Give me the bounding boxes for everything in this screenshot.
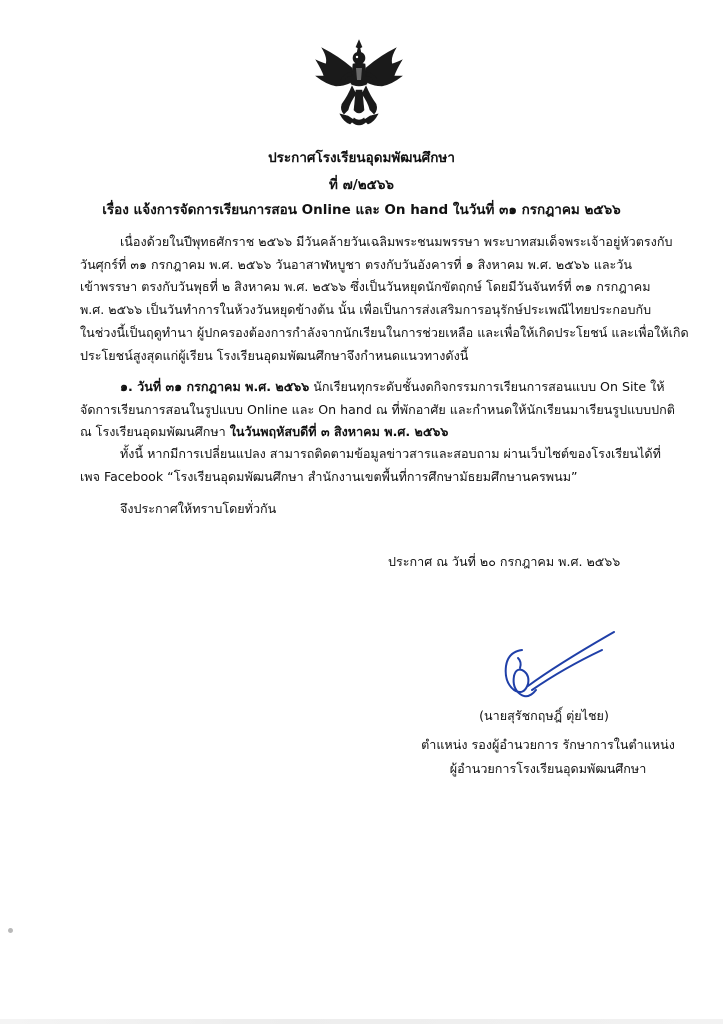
paragraph-line: เข้าพรรษา ตรงกับวันพุธที่ ๒ สิงหาคม พ.ศ. ๒๕๖๖ ซึ่งเป็นวันหยุดนักขัตฤกษ์ โดยมีวันจันทร์ที่ ๓๑ กรกฎาคม (80, 279, 651, 295)
paragraph-line: ในช่วงนี้เป็นฤดูทำนา ผู้ปกครองต้องการกำลังจากนักเรียนในการช่วยเหลือ และเพื่อให้เกิดประโยชน์ และเพื่อให้เกิด (80, 324, 689, 340)
signatory-position: ตำแหน่ง รองผู้อำนวยการ รักษาการในตำแหน่ง (421, 737, 675, 752)
paragraph-line: เพจ Facebook “โรงเรียนอุดมพัฒนศึกษา สำนักงานเขตพื้นที่การศึกษามัธยมศึกษานครพนม” (80, 468, 578, 484)
paragraph-line (80, 421, 646, 444)
body-paragraph-1 (80, 231, 689, 367)
handwritten-signature (488, 628, 618, 710)
garuda-emblem-icon (314, 38, 404, 130)
body-paragraph-4 (80, 498, 646, 521)
paragraph-line: พ.ศ. ๒๕๖๖ เป็นวันทำการในห้วงวันหยุดข้างต้น นั้น เพื่อเป็นการส่งเสริมการอนุรักษ์ประเพณีไทยประกอบกับ (80, 302, 652, 318)
scan-bottom-edge (0, 1019, 723, 1024)
body-paragraph-2 (80, 376, 675, 444)
paragraph-line: วันศุกร์ที่ ๓๑ กรกฎาคม พ.ศ. ๒๕๖๖ วันอาสาฬหบูชา ตรงกับวันอังคารที่ ๑ สิงหาคม พ.ศ. ๒๕๖๖ และวัน (80, 256, 632, 272)
announcement-number: ที่ ๗/๒๕๖๖ (329, 177, 394, 193)
paragraph-line (80, 376, 665, 399)
paragraph-text: นักเรียนทุกระดับชั้นงดกิจกรรมการเรียนการสอนแบบ On Site ให้ (309, 379, 665, 394)
scan-speck (8, 928, 13, 933)
announcement-subject: เรื่อง แจ้งการจัดการเรียนการสอน Online และ On hand ในวันที่ ๓๑ กรกฎาคม ๒๕๖๖ (102, 202, 621, 218)
body-paragraph-3 (80, 443, 661, 488)
paragraph-line: จึงประกาศให้ทราบโดยทั่วกัน (120, 501, 277, 516)
paragraph-text: ณ โรงเรียนอุดมพัฒนศึกษา (80, 424, 230, 440)
paragraph-line: ทั้งนี้ หากมีการเปลี่ยนแปลง สามารถติดตามข้อมูลข่าวสารและสอบถาม ผ่านเว็บไซต์ของโรงเรียนได้ที่ (120, 446, 661, 461)
highlight-date: ๑. วันที่ ๓๑ กรกฎาคม พ.ศ. ๒๕๖๖ (120, 379, 310, 394)
highlight-date: ในวันพฤหัสบดีที่ ๓ สิงหาคม พ.ศ. ๒๕๖๖ (229, 424, 449, 440)
announcement-title: ประกาศโรงเรียนอุดมพัฒนศึกษา (268, 150, 455, 166)
paragraph-line: จัดการเรียนการสอนในรูปแบบ Online และ On hand ณ ที่พักอาศัย และกำหนดให้นักเรียนมาเรียนรูปแบบปกติ (80, 401, 675, 417)
paragraph-line: เนื่องด้วยในปีพุทธศักราช ๒๕๖๖ มีวันคล้ายวันเฉลิมพระชนมพรรษา พระบาทสมเด็จพระเจ้าอยู่หัวตรงกับ (120, 234, 673, 249)
signatory-name: (นายสุรัชกฤษฎิ์ ตุ่ยไชย) (479, 708, 609, 723)
announcement-date: ประกาศ ณ วันที่ ๒๐ กรกฎาคม พ.ศ. ๒๕๖๖ (388, 554, 621, 569)
paragraph-line: ประโยชน์สูงสุดแก่ผู้เรียน โรงเรียนอุดมพัฒนศึกษาจึงกำหนดแนวทางดังนี้ (80, 347, 469, 363)
signatory-position: ผู้อำนวยการโรงเรียนอุดมพัฒนศึกษา (449, 761, 647, 776)
